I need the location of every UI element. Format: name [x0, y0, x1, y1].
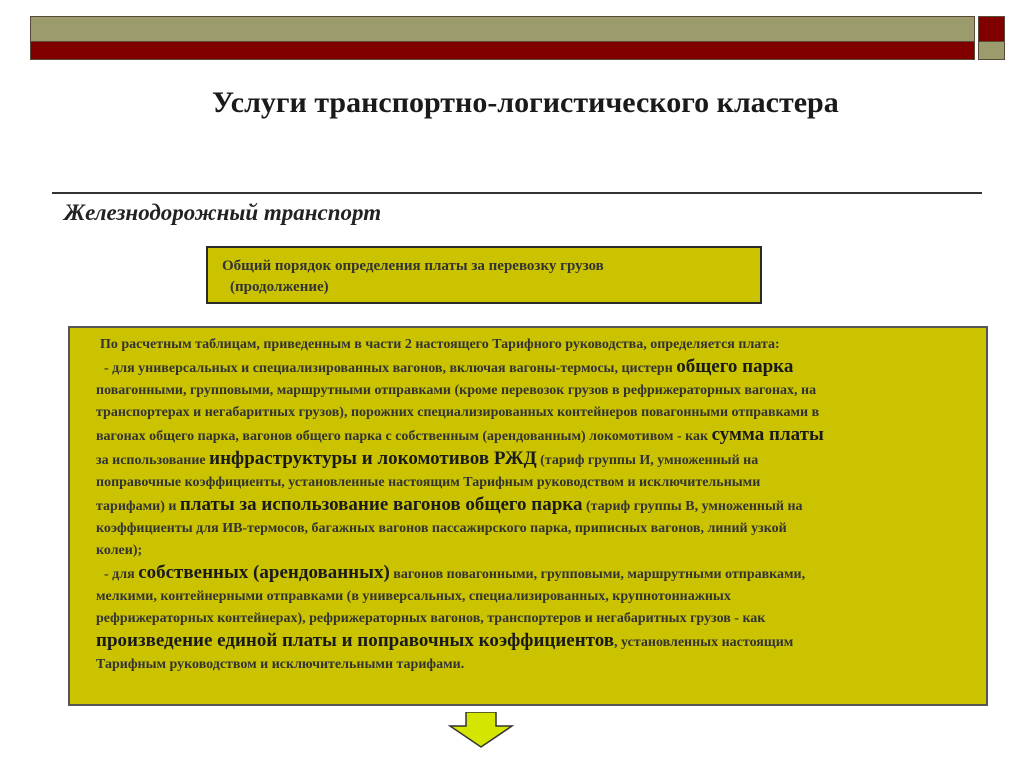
header-decor-bar: [30, 16, 975, 60]
p1-line-4: [96, 424, 978, 448]
p1-emphasis: инфраструктуры и локомотивов РЖД: [209, 448, 537, 469]
p1-line-5: [96, 448, 978, 472]
header-olive-stripe: [31, 17, 974, 42]
p1-emphasis: общего парка: [676, 356, 794, 377]
p1-line-1: [96, 356, 978, 380]
corner-olive-stripe: [979, 42, 1004, 59]
p1-emphasis: платы за использование вагонов общего парка: [179, 494, 583, 515]
p1-line-6: поправочные коэффициенты, установленные настоящим Тарифным руководством и исключительными: [96, 475, 761, 490]
p1-text: тарифами) и: [96, 499, 180, 514]
p2-line-5: Тарифным руководством и исключительными тарифами.: [96, 657, 465, 672]
p2-line-1: [96, 562, 978, 586]
p1-line-8: коэффициенты для ИВ-термосов, багажных вагонов пассажирского парка, приписных вагонов, линий узкой: [96, 521, 787, 536]
content-box: [68, 326, 988, 706]
heading-line-1: Общий порядок определения платы за перевозку грузов: [222, 258, 604, 274]
p2-line-3: рефрижераторных контейнерах), рефрижераторных вагонов, транспортеров и негабаритных грузов - как: [96, 611, 766, 626]
down-arrow-icon[interactable]: [448, 712, 514, 748]
p1-text: (тариф группы В, умноженный на: [582, 499, 803, 514]
p1-line-9: колеи);: [96, 543, 143, 558]
header-corner-block: [978, 16, 1005, 60]
corner-maroon-stripe: [979, 17, 1004, 42]
p1-text: вагонах общего парка, вагонов общего парка с собственным (арендованным) локомотивом - как: [96, 429, 712, 444]
p2-line-4: [96, 630, 978, 654]
paragraph-general-fleet: [96, 356, 978, 562]
header-maroon-stripe: [31, 42, 974, 59]
intro-text: По расчетным таблицам, приведенным в части 2 настоящего Тарифного руководства, определяется плата:: [100, 337, 780, 352]
p2-text: , установленных настоящим: [614, 635, 794, 650]
section-subtitle: Железнодорожный транспорт: [64, 200, 382, 225]
title-divider: [52, 192, 982, 194]
p1-line-2: повагонными, групповыми, маршрутными отправками (кроме перевозок грузов в рефрижераторных вагонах, на: [96, 383, 817, 398]
heading-box: [206, 246, 762, 304]
p1-text: за использование: [96, 453, 210, 468]
p1-emphasis: сумма платы: [711, 424, 824, 445]
paragraph-own-wagons: [96, 562, 978, 676]
p1-line-3: транспортерах и негабаритных грузов), порожних специализированных контейнеров повагонными отправками в: [96, 405, 820, 420]
p2-line-2: мелкими, контейнерными отправками (в универсальных, специализированных, крупнотоннажных: [96, 589, 731, 604]
heading-line-2: (продолжение): [230, 279, 329, 295]
p1-text: - для универсальных и специализированных вагонов, включая вагоны-термосы, цистерн: [104, 361, 677, 376]
p2-emphasis: произведение единой платы и поправочных коэффициентов: [96, 630, 615, 651]
slide-title: Услуги транспортно-логистического кластера: [212, 86, 839, 119]
p2-text: - для: [104, 567, 139, 582]
p2-emphasis: собственных (арендованных): [138, 562, 390, 583]
p2-text: вагонов повагонными, групповыми, маршрутными отправками,: [389, 567, 806, 582]
p1-line-7: [96, 494, 978, 518]
p1-text: (тариф группы И, умноженный на: [536, 453, 759, 468]
